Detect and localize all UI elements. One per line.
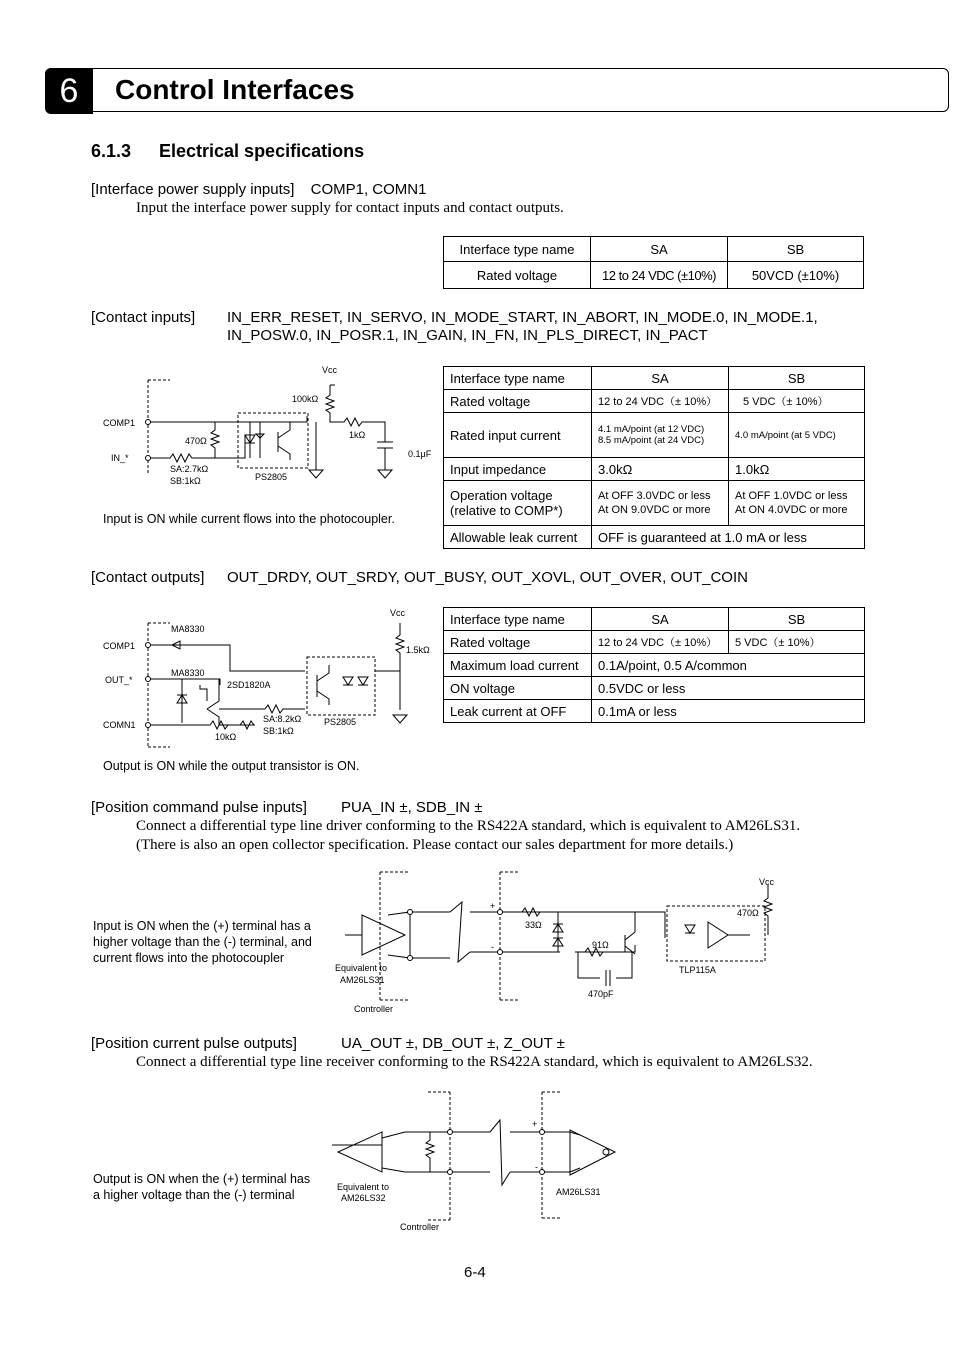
cell-line: (relative to COMP*) bbox=[450, 503, 563, 518]
circuit-label: - bbox=[535, 1162, 538, 1172]
table-cell bbox=[729, 481, 865, 526]
pulse-inputs-heading: [Position command pulse inputs] bbox=[91, 799, 307, 816]
circuit-label: COMP1 bbox=[103, 418, 136, 428]
circuit-label: 1.5kΩ bbox=[406, 645, 430, 655]
cell-line: Operation voltage bbox=[450, 488, 553, 503]
circuit-label: + bbox=[532, 1119, 538, 1129]
table-cell: Input impedance bbox=[444, 458, 592, 481]
table-cell bbox=[592, 481, 729, 526]
table-cell: 12 to 24 VDC（± 10%） bbox=[592, 390, 729, 413]
pulse-input-circuit bbox=[330, 870, 790, 1020]
circuit-label: 1kΩ bbox=[349, 430, 366, 440]
circuit-label: 470Ω bbox=[185, 436, 207, 446]
pulse-inputs-signals: PUA_IN ±, SDB_IN ± bbox=[341, 799, 483, 816]
circuit-label: OUT_* bbox=[105, 675, 133, 685]
table-cell: 12 to 24 VDC（± 10%） bbox=[592, 631, 729, 654]
table-cell: Maximum load current bbox=[444, 654, 592, 677]
circuit-label: AM26LS31 bbox=[340, 975, 385, 985]
table-cell bbox=[444, 481, 592, 526]
cell-line: At OFF 3.0VDC or less bbox=[598, 490, 711, 502]
contact-inputs-spec-table bbox=[443, 366, 865, 549]
contact-outputs-heading: [Contact outputs] bbox=[91, 569, 205, 586]
circuit-label: 470Ω bbox=[737, 908, 759, 918]
circuit-label: Vcc bbox=[390, 608, 406, 618]
pulse-inputs-note bbox=[93, 918, 312, 966]
power-signals: COMP1, COMN1 bbox=[310, 181, 427, 198]
table-cell: 12 to 24 VDC (±10%) bbox=[591, 262, 728, 289]
circuit-label: 0.1μF bbox=[408, 449, 432, 459]
circuit-label: 10kΩ bbox=[215, 732, 237, 742]
circuit-label: MA8330 bbox=[171, 668, 205, 678]
pulse-outputs-note bbox=[93, 1171, 310, 1203]
pulse-outputs-signals: UA_OUT ±, DB_OUT ±, Z_OUT ± bbox=[341, 1035, 565, 1052]
table-cell: Rated voltage bbox=[444, 631, 592, 654]
table-cell: 50VCD (±10%) bbox=[728, 262, 864, 289]
circuit-label: Vcc bbox=[759, 877, 775, 887]
pulse-inputs-desc-1: Connect a differential type line driver conforming to the RS422A standard, which is equivalent to AM26LS31. bbox=[136, 818, 801, 834]
cell-line: At ON 9.0VDC or more bbox=[598, 504, 711, 516]
circuit-label: 91Ω bbox=[592, 940, 609, 950]
circuit-label: Controller bbox=[354, 1004, 394, 1014]
contact-inputs-signals-2: IN_POSW.0, IN_POSR.1, IN_GAIN, IN_FN, IN_PLS_DIRECT, IN_PACT bbox=[227, 327, 708, 344]
table-cell: SB bbox=[728, 237, 864, 262]
table-cell: SA bbox=[591, 237, 728, 262]
contact-outputs-signals: OUT_DRDY, OUT_SRDY, OUT_BUSY, OUT_XOVL, OUT_OVER, OUT_COIN bbox=[227, 569, 748, 586]
pulse-output-circuit bbox=[330, 1090, 630, 1235]
cell-line: 8.5 mA/point (at 24 VDC) bbox=[598, 435, 705, 446]
circuit-label: SA:2.7kΩ bbox=[170, 464, 209, 474]
circuit-label: MA8330 bbox=[171, 624, 205, 634]
table-cell bbox=[592, 413, 729, 458]
table-cell: SA bbox=[592, 608, 729, 631]
circuit-label: 100kΩ bbox=[292, 394, 319, 404]
cell-line: 4.1 mA/point (at 12 VDC) bbox=[598, 424, 705, 435]
circuit-label: 33Ω bbox=[525, 920, 542, 930]
circuit-label: SB:1kΩ bbox=[263, 726, 294, 736]
circuit-label: AM26LS32 bbox=[341, 1193, 386, 1203]
note-line: current flows into the photocoupler bbox=[93, 951, 285, 965]
table-cell: 5 VDC（± 10%） bbox=[729, 631, 865, 654]
cell-line: At OFF 1.0VDC or less bbox=[735, 490, 848, 502]
power-heading-label: [Interface power supply inputs] bbox=[91, 181, 295, 198]
table-cell: 0.1A/point, 0.5 A/common bbox=[592, 654, 865, 677]
circuit-label: PS2805 bbox=[324, 717, 357, 727]
table-cell: 3.0kΩ bbox=[592, 458, 729, 481]
table-cell: ON voltage bbox=[444, 677, 592, 700]
note-line: a higher voltage than the (-) terminal bbox=[93, 1188, 295, 1202]
table-cell: 5 VDC（± 10%） bbox=[729, 390, 865, 413]
table-cell: Leak current at OFF bbox=[444, 700, 592, 723]
circuit-label: - bbox=[491, 942, 494, 952]
table-cell: Allowable leak current bbox=[444, 526, 592, 549]
section-number: 6.1.3 bbox=[91, 141, 132, 161]
contact-input-circuit bbox=[95, 360, 435, 495]
pulse-outputs-heading: [Position current pulse outputs] bbox=[91, 1035, 297, 1052]
section-title bbox=[91, 141, 364, 162]
table-cell: 4.0 mA/point (at 5 VDC) bbox=[729, 413, 865, 458]
circuit-label: Vcc bbox=[322, 365, 338, 375]
circuit-label: + bbox=[490, 901, 496, 911]
table-cell: Rated voltage bbox=[444, 390, 592, 413]
circuit-label: TLP115A bbox=[679, 965, 716, 975]
contact-inputs-heading: [Contact inputs] bbox=[91, 309, 196, 326]
circuit-label: Controller bbox=[400, 1222, 440, 1232]
table-cell: Interface type name bbox=[444, 367, 592, 390]
table-cell: OFF is guaranteed at 1.0 mA or less bbox=[592, 526, 865, 549]
note-line: higher voltage than the (-) terminal, and bbox=[93, 935, 312, 949]
circuit-label: AM26LS31 bbox=[556, 1187, 601, 1197]
chapter-title: Control Interfaces bbox=[115, 74, 355, 105]
table-cell: SB bbox=[729, 367, 865, 390]
table-cell: SB bbox=[729, 608, 865, 631]
circuit-label: Equivalent to bbox=[335, 963, 388, 973]
circuit-label: PS2805 bbox=[255, 472, 288, 482]
contact-outputs-note: Output is ON while the output transistor is ON. bbox=[103, 759, 360, 773]
circuit-label: SB:1kΩ bbox=[170, 476, 201, 486]
contact-inputs-signals-1: IN_ERR_RESET, IN_SERVO, IN_MODE_START, IN_ABORT, IN_MODE.0, IN_MODE.1, bbox=[227, 309, 818, 326]
circuit-label: 470pF bbox=[588, 989, 614, 999]
page-number: 6-4 bbox=[464, 1264, 486, 1281]
cell-line: At ON 4.0VDC or more bbox=[735, 504, 848, 516]
table-cell: Interface type name bbox=[444, 237, 591, 262]
table-cell: 0.1mA or less bbox=[592, 700, 865, 723]
power-heading bbox=[91, 181, 426, 198]
circuit-label: 2SD1820A bbox=[227, 680, 271, 690]
chapter-number: 6 bbox=[45, 68, 93, 114]
note-line: Input is ON when the (+) terminal has a bbox=[93, 919, 311, 933]
power-spec-table bbox=[443, 236, 864, 289]
pulse-outputs-desc: Connect a differential type line receiver conforming to the RS422A standard, which is equivalent to AM26LS32. bbox=[136, 1054, 813, 1070]
table-cell: Rated voltage bbox=[444, 262, 591, 289]
table-cell: Interface type name bbox=[444, 608, 592, 631]
circuit-label: IN_* bbox=[111, 453, 129, 463]
pulse-inputs-desc-2: (There is also an open collector specification. Please contact our sales department for more details.) bbox=[136, 837, 734, 853]
circuit-label: SA:8.2kΩ bbox=[263, 714, 302, 724]
circuit-label: COMN1 bbox=[103, 720, 136, 730]
contact-output-circuit bbox=[95, 605, 435, 750]
table-cell: Rated input current bbox=[444, 413, 592, 458]
note-line: Output is ON when the (+) terminal has bbox=[93, 1172, 311, 1186]
table-cell: 1.0kΩ bbox=[729, 458, 865, 481]
contact-outputs-spec-table bbox=[443, 607, 865, 723]
table-cell: SA bbox=[592, 367, 729, 390]
power-description: Input the interface power supply for contact inputs and contact outputs. bbox=[136, 200, 564, 216]
section-name: Electrical specifications bbox=[159, 141, 365, 161]
circuit-label: COMP1 bbox=[103, 641, 136, 651]
circuit-label: Equivalent to bbox=[337, 1182, 390, 1192]
table-cell: 0.5VDC or less bbox=[592, 677, 865, 700]
contact-inputs-note: Input is ON while current flows into the photocoupler. bbox=[103, 512, 395, 526]
